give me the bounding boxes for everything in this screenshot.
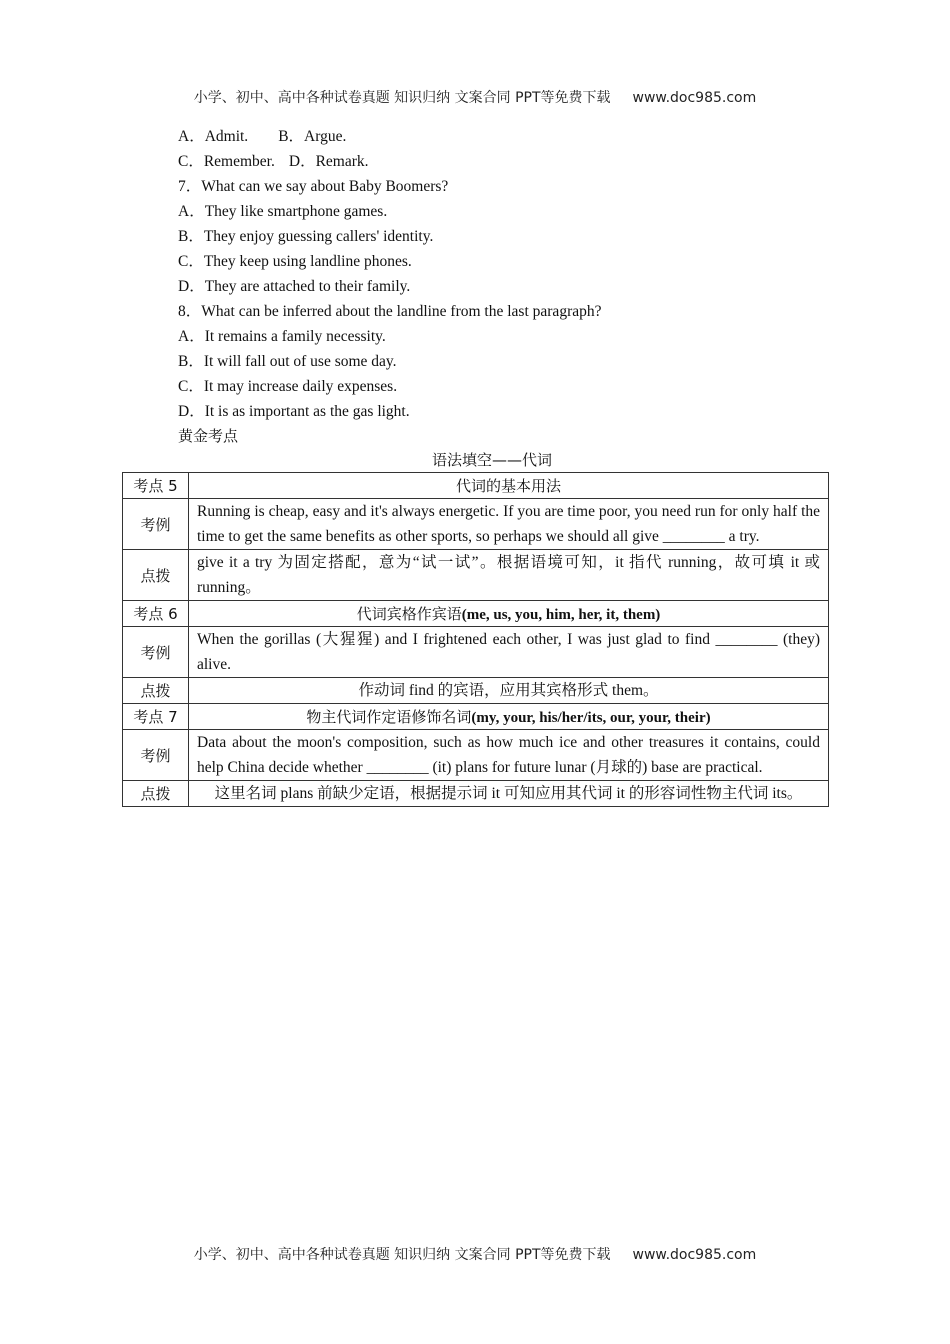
q7-option-b: B．They enjoy guessing callers' identity. <box>178 228 434 245</box>
q8-option-c: C．It may increase daily expenses. <box>178 378 398 395</box>
footer-url[interactable]: www.doc985.com <box>632 1247 757 1263</box>
q7-option-a: A．They like smartphone games. <box>178 203 388 220</box>
point-6-example: When the gorillas (大猩猩) and I frightened each other, I was just glad to find ________ (they) alive. <box>189 627 829 678</box>
point-7-tip-label: 点拨 <box>123 781 189 807</box>
point-5-example-label: 考例 <box>123 499 189 550</box>
header-url[interactable]: www.doc985.com <box>632 90 757 106</box>
point-6-example-label: 考例 <box>123 627 189 678</box>
header-text: 小学、初中、高中各种试卷真题 知识归纳 文案合同 PPT等免费下载 <box>193 90 611 106</box>
table-row <box>123 730 829 781</box>
point-5-example: Running is cheap, easy and it's always energetic. If you are time poor, you need run for only half the time to get the same benefits as other sports, so perhaps we should all give ________ a try. <box>189 499 829 550</box>
point-7-title <box>189 704 829 730</box>
q8-option-a: A．It remains a family necessity. <box>178 328 386 345</box>
point-6-title-cn: 代词宾格作宾语 <box>356 605 462 623</box>
point-7-title-en: (my, your, his/her/its, our, your, their) <box>471 710 711 726</box>
point-5-label: 考点 5 <box>123 473 189 499</box>
q8-question: 8．What can be inferred about the landline from the last paragraph? <box>178 303 602 320</box>
q8-option-d: D．It is as important as the gas light. <box>178 403 410 420</box>
table-row <box>123 781 829 807</box>
table-row <box>123 704 829 730</box>
grammar-table <box>122 472 829 807</box>
footer-text: 小学、初中、高中各种试卷真题 知识归纳 文案合同 PPT等免费下载 <box>193 1247 611 1263</box>
q7-option-d: D．They are attached to their family. <box>178 278 411 295</box>
point-6-title-en: (me, us, you, him, her, it, them) <box>461 607 661 623</box>
point-7-example-label: 考例 <box>123 730 189 781</box>
point-5-tip-label: 点拨 <box>123 550 189 601</box>
point-7-title-cn: 物主代词作定语修饰名词 <box>306 708 472 726</box>
q7-option-c: C．They keep using landline phones. <box>178 253 412 270</box>
point-7-label: 考点 7 <box>123 704 189 730</box>
table-row <box>123 550 829 601</box>
section-title: 黄金考点 <box>178 427 239 445</box>
point-7-tip: 这里名词 plans 前缺少定语，根据提示词 it 可知应用其代词 it 的形容词性物主代词 its。 <box>189 781 829 807</box>
table-row <box>123 499 829 550</box>
q8-option-b: B．It will fall out of use some day. <box>178 353 397 370</box>
q6-option-a: A．Admit. <box>178 128 249 145</box>
table-row <box>123 473 829 499</box>
q6-options-row-1 <box>178 124 828 149</box>
q6-option-b: B．Argue. <box>278 128 347 145</box>
q6-option-c: C．Remember. <box>178 153 275 170</box>
page-header <box>0 87 950 107</box>
point-6-tip-label: 点拨 <box>123 678 189 704</box>
point-6-label: 考点 6 <box>123 601 189 627</box>
point-7-example: Data about the moon's composition, such as how much ice and other treasures it contains, could help China decide whether ________ (it) plans for future lunar (月球的) base are practical. <box>189 730 829 781</box>
q6-option-d: D．Remark. <box>288 153 369 170</box>
point-5-title: 代词的基本用法 <box>189 473 829 499</box>
table-row <box>123 678 829 704</box>
point-6-tip: 作动词 find 的宾语，应用其宾格形式 them。 <box>189 678 829 704</box>
table-caption: 语法填空——代词 <box>431 451 552 469</box>
point-6-title <box>189 601 829 627</box>
page-footer <box>0 1244 950 1264</box>
q6-options-row-2 <box>178 149 828 174</box>
question-content <box>178 124 828 449</box>
table-row <box>123 627 829 678</box>
point-5-tip: give it a try 为固定搭配，意为“试一试”。根据语境可知，it 指代 running，故可填 it 或 running。 <box>189 550 829 601</box>
table-row <box>123 601 829 627</box>
q7-question: 7．What can we say about Baby Boomers? <box>178 178 449 195</box>
